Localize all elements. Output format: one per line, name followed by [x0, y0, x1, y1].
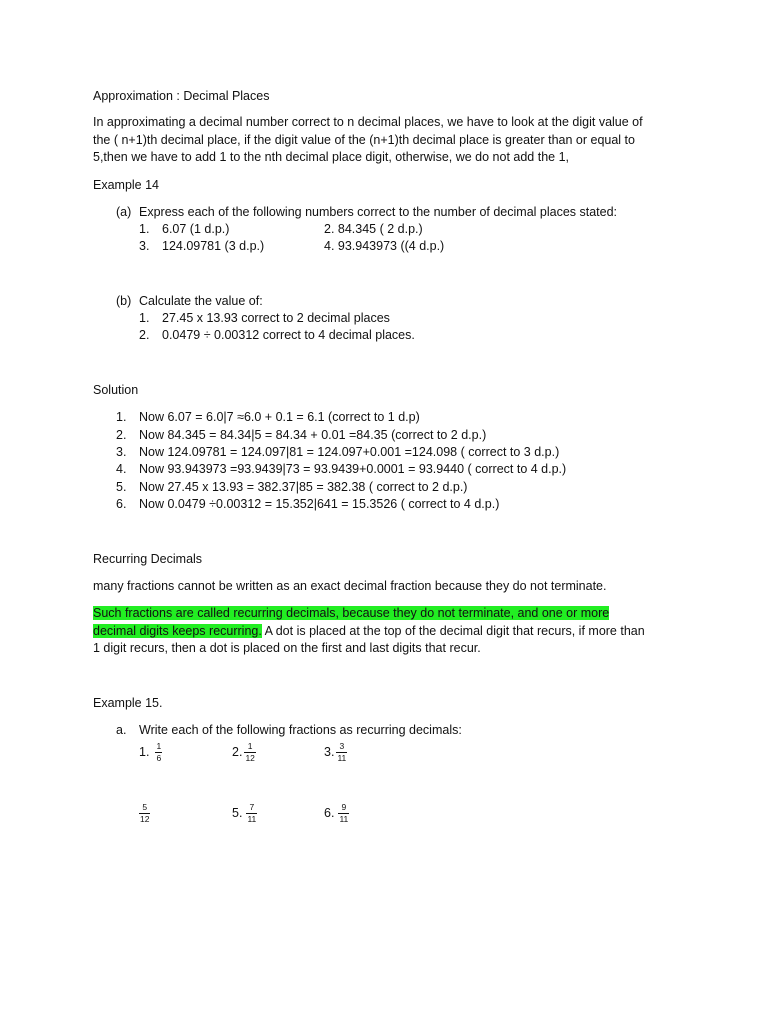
numerator: 5	[142, 802, 148, 812]
solution-step: Now 93.943973 =93.9439|73 = 93.9439+0.0001 = 93.9440 ( correct to 4 d.p.)	[139, 462, 567, 476]
denominator: 11	[339, 814, 349, 824]
fraction	[336, 742, 347, 763]
numerator: 1	[247, 741, 253, 751]
numerator: 7	[249, 802, 255, 812]
fraction	[246, 803, 257, 824]
recurring-paragraph-2-line-1	[93, 605, 609, 622]
recurring-decimals-title: Recurring Decimals	[93, 552, 203, 566]
intro-line-3: 5,then we have to add 1 to the nth decimal place digit, otherwise, we do not add the 1,	[93, 150, 570, 164]
intro-line-2: the ( n+1)th decimal place, if the digit value of the (n+1)th decimal place is greater than or equal to	[93, 133, 635, 147]
list-number: 1.	[116, 410, 127, 424]
numerator: 1	[156, 741, 162, 751]
list-number: 5.	[232, 805, 243, 820]
list-number: 2.	[139, 328, 150, 342]
list-number: 1.	[139, 311, 150, 325]
fraction-item	[232, 803, 257, 824]
part-a-text: Express each of the following numbers correct to the number of decimal places stated:	[139, 205, 618, 219]
list-number: 5.	[116, 480, 127, 494]
denominator: 11	[247, 814, 257, 824]
highlighted-text: Such fractions are called recurring decimals, because they do not terminate, and one or more	[93, 606, 610, 620]
fraction-item	[324, 803, 349, 824]
example-15-instruction: Write each of the following fractions as recurring decimals:	[139, 723, 462, 737]
fraction	[244, 742, 255, 763]
list-number: 1.	[139, 222, 150, 236]
recurring-paragraph-2-line-2	[93, 623, 645, 640]
list-number: 4.	[116, 462, 127, 476]
list-item: 2. 84.345 ( 2 d.p.)	[324, 222, 423, 236]
denominator: 12	[245, 753, 255, 763]
solution-step: Now 27.45 x 13.93 = 382.37|85 = 382.38 ( correct to 2 d.p.)	[139, 480, 468, 494]
solution-title: Solution	[93, 383, 139, 397]
highlighted-text: decimal digits keeps recurring.	[93, 624, 262, 638]
denominator: 12	[140, 814, 150, 824]
fraction-item	[232, 742, 256, 763]
list-item: 124.09781 (3 d.p.)	[162, 239, 265, 253]
fraction-item	[139, 742, 162, 763]
example-15-title: Example 15.	[93, 696, 163, 710]
recurring-paragraph-1: many fractions cannot be written as an exact decimal fraction because they do not terminate.	[93, 579, 607, 593]
fraction	[139, 803, 150, 824]
denominator: 6	[156, 753, 162, 763]
fraction	[155, 742, 162, 763]
fraction-item	[324, 742, 347, 763]
intro-line-1: In approximating a decimal number correct to n decimal places, we have to look at the digit value of	[93, 115, 643, 129]
part-a-marker: (a)	[116, 205, 132, 219]
list-number: 2.	[232, 744, 243, 759]
list-item: 6.07 (1 d.p.)	[162, 222, 230, 236]
list-item: 0.0479 ÷ 0.00312 correct to 4 decimal places.	[162, 328, 415, 342]
list-number: 3.	[324, 744, 335, 759]
denominator: 11	[337, 753, 347, 763]
recurring-paragraph-2-line-3: 1 digit recurs, then a dot is placed on the first and last digits that recur.	[93, 641, 481, 655]
solution-step: Now 0.0479 ÷0.00312 = 15.352|641 = 15.3526 ( correct to 4 d.p.)	[139, 497, 500, 511]
solution-step: Now 6.07 = 6.0|7 ≈6.0 + 0.1 = 6.1 (correct to 1 d.p)	[139, 410, 420, 424]
fraction	[338, 803, 349, 824]
fraction-item	[139, 803, 150, 824]
part-b-text: Calculate the value of:	[139, 294, 263, 308]
paragraph-text: A dot is placed at the top of the decimal digit that recurs, if more than	[261, 624, 645, 638]
list-number: 6.	[116, 497, 127, 511]
example-14-title: Example 14	[93, 178, 160, 192]
page-title: Approximation : Decimal Places	[93, 89, 270, 103]
list-number: 3.	[116, 445, 127, 459]
numerator: 9	[341, 802, 347, 812]
list-number: 2.	[116, 428, 127, 442]
list-number: 3.	[139, 239, 150, 253]
part-b-marker: (b)	[116, 294, 132, 308]
list-number: 1.	[139, 744, 150, 759]
solution-step: Now 124.09781 = 124.097|81 = 124.097+0.001 =124.098 ( correct to 3 d.p.)	[139, 445, 560, 459]
part-a-marker: a.	[116, 723, 127, 737]
solution-step: Now 84.345 = 84.34|5 = 84.34 + 0.01 =84.35 (correct to 2 d.p.)	[139, 428, 487, 442]
numerator: 3	[339, 741, 345, 751]
list-item: 4. 93.943973 ((4 d.p.)	[324, 239, 445, 253]
list-item: 27.45 x 13.93 correct to 2 decimal places	[162, 311, 390, 325]
list-number: 6.	[324, 805, 335, 820]
